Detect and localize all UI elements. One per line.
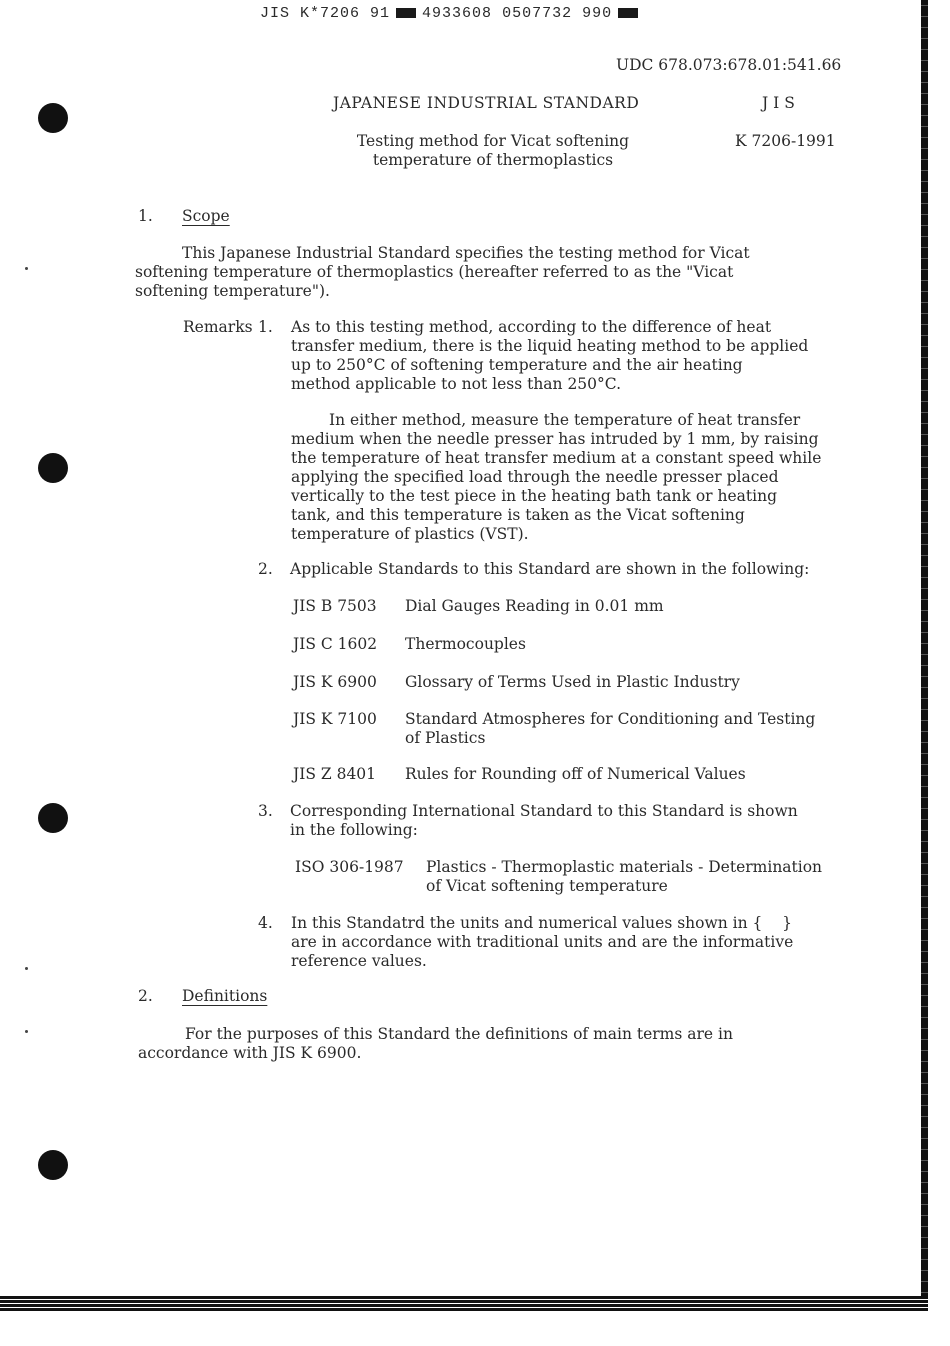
scope-paragraph (135, 244, 750, 301)
standard-title: Rules for Rounding off of Numerical Values (405, 765, 746, 783)
scan-speck (25, 967, 28, 970)
udc-number: UDC 678.073:678.01:541.66 (616, 56, 842, 74)
title-line: of Plastics (405, 729, 486, 747)
paragraph-line: vertically to the test piece in the heating bath tank or heating (291, 487, 778, 505)
barcode-block-icon (618, 8, 638, 18)
remark-1-number: 1. (258, 318, 273, 336)
scan-speck (25, 267, 28, 270)
paragraph-line: accordance with JIS K 6900. (138, 1044, 362, 1062)
paragraph-line: softening temperature"). (135, 282, 330, 300)
header-number-3: 990 (582, 5, 613, 22)
title-line: temperature of thermoplastics (372, 151, 614, 169)
standard-code: JIS K 6900 (293, 673, 377, 691)
remark-2-text: Applicable Standards to this Standard are shown in the following: (290, 560, 810, 578)
paragraph-line: transfer medium, there is the liquid heating method to be applied (291, 337, 809, 355)
remark-3-text (290, 802, 798, 840)
remark-4-text (291, 914, 793, 971)
remark-1-paragraph-1 (291, 318, 808, 394)
paragraph-line: up to 250°C of softening temperature and the air heating (291, 356, 743, 374)
remarks-label: Remarks (183, 318, 253, 336)
standard-title: Glossary of Terms Used in Plastic Industry (405, 673, 740, 691)
paragraph-line: in the following: (290, 821, 418, 839)
definitions-paragraph (138, 1025, 733, 1063)
jis-mark: J I S (762, 94, 795, 112)
standard-title: Dial Gauges Reading in 0.01 mm (405, 597, 664, 615)
standard-code: JIS Z 8401 (293, 765, 377, 783)
paragraph-line: applying the specified load through the needle presser placed (291, 468, 779, 486)
header-code: JIS K*7206 91 (260, 5, 391, 22)
title-line: Plastics - Thermoplastic materials - Determination (426, 858, 823, 876)
paragraph-line: method applicable to not less than 250°C. (291, 375, 622, 393)
paragraph-line: the temperature of heat transfer medium at a constant speed while (291, 449, 822, 467)
iso-title (426, 858, 822, 896)
paragraph-line: In this Standatrd the units and numerical values shown in { } (291, 914, 792, 932)
standard-code: JIS B 7503 (293, 597, 377, 615)
header-code-line (260, 4, 644, 23)
title-line: Testing method for Vicat softening (356, 132, 630, 150)
paragraph-line: medium when the needle presser has intruded by 1 mm, by raising (291, 430, 819, 448)
remark-4-number: 4. (258, 914, 273, 932)
scan-speck (25, 1030, 28, 1033)
paragraph-line: tank, and this temperature is taken as the Vicat softening (291, 506, 745, 524)
scan-right-edge (921, 0, 928, 1310)
standard-title: Thermocouples (405, 635, 526, 653)
paragraph-line: As to this testing method, according to the difference of heat (291, 318, 772, 336)
title-line: of Vicat softening temperature (426, 877, 668, 895)
section-2-heading: Definitions (182, 987, 268, 1005)
standard-title (405, 710, 815, 748)
section-1-number: 1. (138, 207, 153, 225)
punch-hole-icon (38, 103, 68, 133)
iso-code: ISO 306-1987 (295, 858, 404, 876)
paragraph-line: Corresponding International Standard to this Standard is shown (290, 802, 798, 820)
section-1-heading: Scope (182, 207, 230, 225)
punch-hole-icon (38, 1150, 68, 1180)
remark-3-number: 3. (258, 802, 273, 820)
header-number-1: 4933608 (422, 5, 493, 22)
paragraph-line: temperature of plastics (VST). (291, 525, 529, 543)
paragraph-line: This Japanese Industrial Standard specifies the testing method for Vicat (182, 244, 750, 262)
punch-hole-icon (38, 453, 68, 483)
standard-code: JIS K 7100 (293, 710, 377, 728)
paragraph-line: softening temperature of thermoplastics (hereafter referred to as the "Vicat (135, 263, 734, 281)
title-line: Standard Atmospheres for Conditioning and Testing (405, 710, 816, 728)
header-number-2: 0507732 (502, 5, 573, 22)
standard-name: JAPANESE INDUSTRIAL STANDARD (333, 94, 640, 112)
standard-number: K 7206-1991 (735, 132, 836, 150)
remark-1-paragraph-2 (291, 411, 821, 544)
punch-hole-icon (38, 803, 68, 833)
remark-2-number: 2. (258, 560, 273, 578)
document-title (338, 132, 648, 170)
standard-code: JIS C 1602 (293, 635, 378, 653)
paragraph-line: reference values. (291, 952, 427, 970)
barcode-block-icon (396, 8, 416, 18)
paragraph-line: For the purposes of this Standard the definitions of main terms are in (185, 1025, 733, 1043)
paragraph-line: In either method, measure the temperature of heat transfer (329, 411, 801, 429)
paragraph-line: are in accordance with traditional units and are the informative (291, 933, 794, 951)
scan-bottom-edge (0, 1296, 928, 1312)
section-2-number: 2. (138, 987, 153, 1005)
